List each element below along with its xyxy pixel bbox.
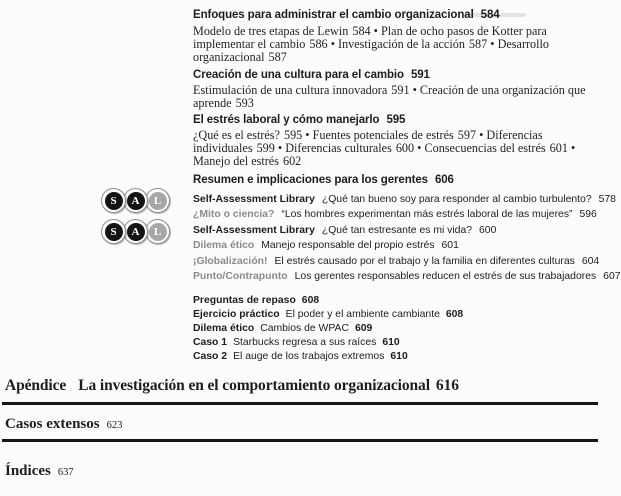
toc-entry-text: Investigación de la acción <box>338 37 465 51</box>
feature-title: ¿Qué tan bueno soy para responder al cambio turbulento? <box>321 193 592 205</box>
page-number: 591 <box>391 83 410 97</box>
section-heading-enfoques <box>193 8 599 22</box>
sal-key-letter: S <box>105 192 123 210</box>
page-number: 586 <box>309 37 328 51</box>
feature-label: Dilema ético <box>193 240 255 252</box>
end-matter-label: Dilema ético <box>193 323 255 335</box>
toc-entry <box>193 154 301 168</box>
page-number: 623 <box>106 420 123 431</box>
page-number: 606 <box>434 173 454 186</box>
feature-row <box>193 223 599 239</box>
toc-entry <box>313 128 476 142</box>
toc-entry <box>193 128 302 142</box>
feature-label: Self-Assessment Library <box>193 193 315 205</box>
toc-entry-text: Creación de una organización que aprende <box>193 83 586 110</box>
heading-label: Enfoques para administrar el cambio organizacional <box>193 9 474 21</box>
section-heading-creacion <box>193 68 599 82</box>
feature-title: “Los hombres experimentan más estrés laboral de las mujeres” <box>281 209 573 221</box>
end-matter-label: Caso 1 <box>193 337 228 349</box>
feature-label: Self-Assessment Library <box>193 224 315 236</box>
sal-key <box>101 219 126 244</box>
appendix-title: La investigación en el comportamiento organizacional <box>78 377 430 394</box>
toc-entry-text: Diferencias culturales <box>285 141 392 155</box>
appendix-heading <box>5 377 459 395</box>
page-number: 584 <box>480 9 500 21</box>
toc-entry-text: Manejo del estrés <box>193 154 279 168</box>
page-number: 609 <box>354 323 373 335</box>
body-run-estres: ¿Qué es el estrés? 595 • Fuentes potenciales de estrés 597 • Diferencias individuales 599 • Diferencias culturales 600 • Consecuencias del estrés 601 • Manejo del estrés 602 <box>193 128 576 168</box>
feature-label: ¡Globalización! <box>193 255 268 267</box>
end-matter-label: Caso 2 <box>193 351 228 363</box>
page-number: 595 <box>386 114 406 126</box>
sal-key-letter: L <box>149 223 167 241</box>
toc-entry <box>193 24 371 38</box>
toc-entry-text: Modelo de tres etapas de Lewin <box>193 24 349 38</box>
toc-entry <box>285 141 414 155</box>
divider-rule <box>2 439 598 442</box>
feature-label: Punto/Contrapunto <box>193 271 288 283</box>
feature-row <box>193 254 599 270</box>
heading-label: Resumen e implicaciones para los gerentes <box>193 173 428 186</box>
toc-column <box>193 8 621 364</box>
page-number: 597 <box>457 128 477 142</box>
toc-entry <box>424 141 567 155</box>
sal-key-letter: A <box>127 223 145 241</box>
feature-label: ¿Mito o ciencia? <box>193 209 275 221</box>
sal-badge-2 <box>101 219 170 245</box>
body-run-creacion: Estimulación de una cultura innovadora 591 • Creación de una organización que aprende 593 <box>193 83 586 110</box>
appendix-prefix: Apéndice <box>5 377 67 394</box>
sal-key <box>145 188 170 213</box>
page-number: 601 <box>549 141 568 155</box>
sal-badge-1 <box>101 188 170 214</box>
end-matter-title: Starbucks regresa a sus raíces <box>233 337 377 349</box>
feature-list <box>193 192 621 286</box>
backmatter-title: Casos extensos <box>5 416 100 432</box>
feature-row <box>193 269 621 285</box>
page-number: 591 <box>410 68 430 81</box>
backmatter-title: Índices <box>5 463 51 479</box>
backmatter-row-casos <box>5 415 122 435</box>
sal-key <box>101 188 126 213</box>
page-number: 596 <box>579 209 597 221</box>
page-number: 610 <box>390 351 408 363</box>
end-matter-label: Preguntas de repaso <box>193 295 296 307</box>
page-number: 608 <box>445 309 464 321</box>
sal-key-letter: S <box>105 223 123 241</box>
end-matter-title: Cambios de WPAC <box>260 323 349 335</box>
body-run-enfoques: Modelo de tres etapas de Lewin 584 • Plan de ocho pasos de Kotter para implementar el cambio 586 • Investigación de la acción 587 • Desarrollo organizacional 587 <box>193 24 550 64</box>
feature-row <box>193 238 599 254</box>
page-number: 587 <box>468 37 488 51</box>
toc-entry-text: Plan de ocho pasos de Kotter para implementar el cambio <box>193 24 547 51</box>
end-matter-row <box>193 336 599 350</box>
end-matter-row <box>193 294 599 308</box>
page-number: 607 <box>603 271 621 283</box>
page-number: 584 <box>352 24 371 38</box>
toc-entry <box>338 37 487 51</box>
page-number: 593 <box>235 96 254 110</box>
heading-label: El estrés laboral y cómo manejarlo <box>193 114 380 126</box>
sal-key <box>123 219 148 244</box>
end-matter-label: Ejercicio práctico <box>193 309 280 321</box>
sal-key <box>123 188 148 213</box>
end-matter-row <box>193 322 599 336</box>
toc-entry-text: Consecuencias del estrés <box>424 141 546 155</box>
page-number: 601 <box>441 240 459 252</box>
end-matter-row <box>193 308 599 322</box>
sal-key-letter: L <box>149 192 167 210</box>
feature-title: Manejo responsable del propio estrés <box>261 240 435 252</box>
page-number: 637 <box>57 467 74 478</box>
end-matter-list <box>193 294 599 364</box>
toc-entry-text: ¿Qué es el estrés? <box>193 128 280 142</box>
page-number: 587 <box>268 50 287 64</box>
backmatter-row-indices <box>5 462 74 482</box>
divider-rule <box>2 402 598 405</box>
feature-title: El estrés causado por el trabajo y la familia en diferentes culturas <box>274 255 575 267</box>
toc-entry-text: Fuentes potenciales de estrés <box>312 128 454 142</box>
end-matter-title: El poder y el ambiente cambiante <box>285 309 440 321</box>
page-number: 600 <box>395 141 415 155</box>
page-number: 604 <box>581 255 600 267</box>
end-matter-row <box>193 350 599 364</box>
sal-key-letter: A <box>127 192 145 210</box>
page-number: 602 <box>282 154 302 168</box>
feature-title: ¿Qué tan estresante es mi vida? <box>321 224 473 236</box>
section-heading-resumen <box>193 173 599 187</box>
page-number: 600 <box>479 224 497 236</box>
page-number: 608 <box>301 295 320 307</box>
page-number: 610 <box>382 337 400 349</box>
page-number: 599 <box>256 141 275 155</box>
sal-key <box>145 219 170 244</box>
section-heading-estres <box>193 113 599 127</box>
page-number: 595 <box>283 128 303 142</box>
toc-entry <box>193 83 410 97</box>
toc-entry-text: Desarrollo organizacional <box>193 37 550 64</box>
heading-label: Creación de una cultura para el cambio <box>193 68 404 81</box>
feature-title: Los gerentes responsables reducen el estrés de sus trabajadores <box>294 271 597 283</box>
page-number: 578 <box>598 193 616 205</box>
feature-row <box>193 207 599 223</box>
toc-entry-text: Estimulación de una cultura innovadora <box>193 83 388 97</box>
toc-entry-text: Diferencias individuales <box>193 128 543 155</box>
feature-row <box>193 192 616 208</box>
end-matter-title: El auge de los trabajos extremos <box>233 351 385 363</box>
page-number: 616 <box>435 377 459 394</box>
